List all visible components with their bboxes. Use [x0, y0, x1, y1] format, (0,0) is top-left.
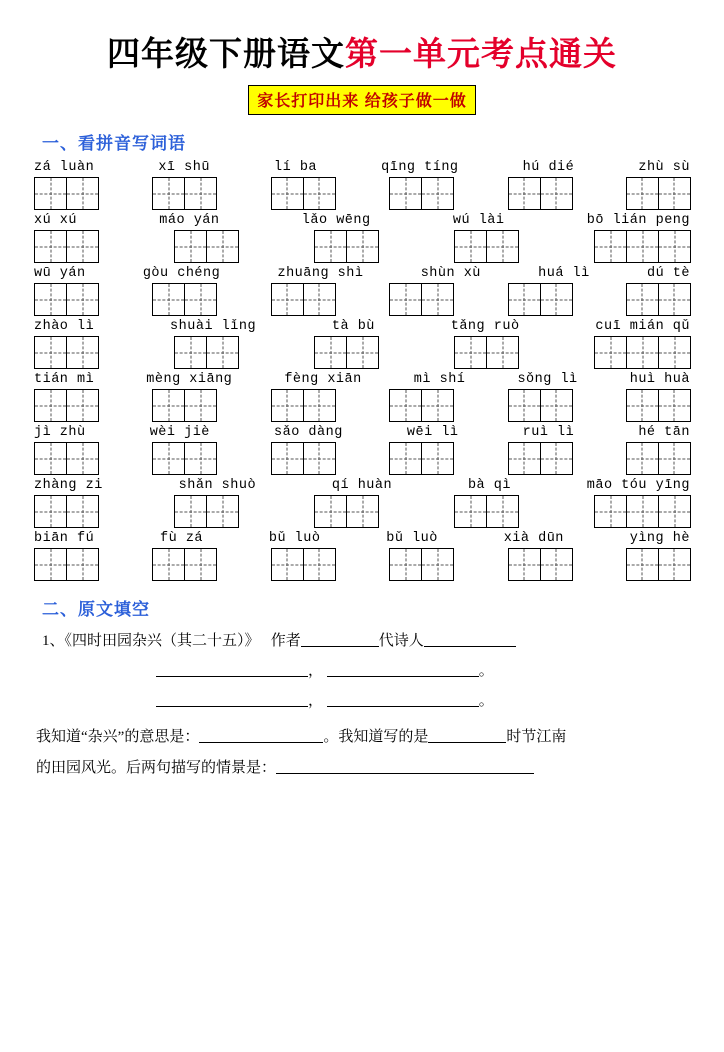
- tianzi-group[interactable]: [508, 442, 572, 475]
- tianzi-cell[interactable]: [184, 548, 217, 581]
- pinyin-label: xú xú: [34, 213, 78, 228]
- tianzi-cell[interactable]: [508, 283, 541, 316]
- worksheet-page: [0, 28, 724, 1052]
- section-heading-pinyin: 一、看拼音写词语: [42, 134, 186, 153]
- grid-row: [34, 283, 690, 316]
- poem-blank-2a[interactable]: [156, 706, 308, 707]
- grid-row: [34, 336, 690, 369]
- tianzi-cell[interactable]: [658, 442, 691, 475]
- note-text-1: 我知道“杂兴”的意思是：: [36, 729, 200, 745]
- poem-line-2: [156, 686, 688, 716]
- tianzi-group[interactable]: [152, 283, 216, 316]
- tianzi-cell[interactable]: [206, 336, 239, 369]
- tianzi-group[interactable]: [152, 177, 216, 210]
- tianzi-group[interactable]: [626, 177, 690, 210]
- tianzi-group[interactable]: [34, 495, 98, 528]
- pinyin-label: qīng tíng: [381, 160, 459, 175]
- tianzi-cell[interactable]: [34, 283, 67, 316]
- section-heading-fill-in: 二、原文填空: [42, 600, 150, 619]
- pinyin-label: huá lì: [538, 266, 590, 281]
- tianzi-cell[interactable]: [271, 177, 304, 210]
- tianzi-cell[interactable]: [658, 548, 691, 581]
- tianzi-group[interactable]: [34, 336, 98, 369]
- tianzi-cell[interactable]: [594, 495, 627, 528]
- tianzi-cell[interactable]: [626, 283, 659, 316]
- tianzi-cell[interactable]: [303, 442, 336, 475]
- tianzi-cell[interactable]: [271, 389, 304, 422]
- pinyin-label: mèng xiāng: [146, 372, 233, 387]
- tianzi-cell[interactable]: [303, 177, 336, 210]
- tianzi-group[interactable]: [389, 548, 453, 581]
- pinyin-label: dú tè: [646, 266, 690, 281]
- poem-period-1: 。: [478, 663, 494, 679]
- tianzi-cell[interactable]: [303, 548, 336, 581]
- tianzi-cell[interactable]: [540, 389, 573, 422]
- tianzi-group[interactable]: [174, 336, 238, 369]
- poem-blank-2b[interactable]: [327, 706, 479, 707]
- tianzi-cell[interactable]: [34, 230, 67, 263]
- tianzi-cell[interactable]: [389, 283, 422, 316]
- pinyin-label: tián mì: [34, 372, 95, 387]
- tianzi-group[interactable]: [34, 548, 98, 581]
- pinyin-label: gòu chéng: [142, 266, 221, 281]
- tianzi-cell[interactable]: [303, 389, 336, 422]
- tianzi-cell[interactable]: [174, 495, 207, 528]
- tianzi-cell[interactable]: [658, 283, 691, 316]
- tianzi-group[interactable]: [34, 389, 98, 422]
- tianzi-group[interactable]: [594, 336, 690, 369]
- page-title-black: 四年级下册语文: [107, 35, 345, 72]
- tianzi-cell[interactable]: [626, 336, 659, 369]
- tianzi-cell[interactable]: [346, 495, 379, 528]
- tianzi-group[interactable]: [174, 495, 238, 528]
- tianzi-cell[interactable]: [540, 283, 573, 316]
- tianzi-group[interactable]: [152, 548, 216, 581]
- tianzi-group[interactable]: [271, 389, 335, 422]
- tianzi-cell[interactable]: [508, 442, 541, 475]
- tianzi-cell[interactable]: [486, 495, 519, 528]
- tianzi-cell[interactable]: [389, 177, 422, 210]
- dynasty-blank[interactable]: [424, 646, 516, 647]
- question-title: 《四时田园杂兴（其二十五）》: [64, 633, 260, 649]
- pinyin-label: shuài lǐng: [170, 319, 257, 334]
- tianzi-group[interactable]: [454, 230, 518, 263]
- tianzi-group[interactable]: [271, 283, 335, 316]
- question-1: [42, 626, 688, 656]
- tianzi-cell[interactable]: [314, 230, 347, 263]
- page-title-red: 第一单元考点通关: [345, 35, 617, 72]
- pinyin-label: māo tóu yīng: [586, 478, 690, 493]
- tianzi-cell[interactable]: [314, 495, 347, 528]
- pinyin-label: zhàng zi: [34, 478, 103, 493]
- tianzi-cell[interactable]: [508, 548, 541, 581]
- tianzi-cell[interactable]: [594, 230, 627, 263]
- pinyin-label: hú dié: [522, 160, 575, 175]
- tianzi-cell[interactable]: [626, 230, 659, 263]
- pinyin-label: sǒng lì: [517, 372, 578, 387]
- tianzi-group[interactable]: [508, 283, 572, 316]
- tianzi-group[interactable]: [626, 283, 690, 316]
- pinyin-label: lí ba: [274, 160, 318, 175]
- subtitle-container: [26, 85, 698, 115]
- tianzi-cell[interactable]: [626, 442, 659, 475]
- pinyin-label: bà qì: [467, 478, 511, 493]
- tianzi-cell[interactable]: [66, 495, 99, 528]
- pinyin-label: wū yán: [34, 266, 86, 281]
- grid-row: [34, 442, 690, 475]
- pinyin-label-row: [34, 266, 690, 282]
- tianzi-group[interactable]: [626, 548, 690, 581]
- tianzi-cell[interactable]: [486, 230, 519, 263]
- grid-row: [34, 548, 690, 581]
- tianzi-cell[interactable]: [184, 283, 217, 316]
- pinyin-label-row: [34, 160, 690, 176]
- tianzi-cell[interactable]: [540, 442, 573, 475]
- tianzi-cell[interactable]: [34, 389, 67, 422]
- tianzi-cell[interactable]: [174, 336, 207, 369]
- tianzi-group[interactable]: [152, 389, 216, 422]
- pinyin-label: xī shū: [158, 160, 210, 175]
- tianzi-group[interactable]: [389, 389, 453, 422]
- pinyin-label: lǎo wēng: [301, 213, 371, 228]
- pinyin-label: tà bù: [331, 319, 375, 334]
- tianzi-cell[interactable]: [66, 283, 99, 316]
- tianzi-group[interactable]: [314, 495, 378, 528]
- tianzi-group[interactable]: [174, 230, 238, 263]
- tianzi-cell[interactable]: [486, 336, 519, 369]
- tianzi-cell[interactable]: [66, 230, 99, 263]
- note-text-3: 时节江南: [506, 729, 567, 745]
- pinyin-label: bō lián peng: [586, 213, 690, 228]
- tianzi-group[interactable]: [271, 548, 335, 581]
- note-blank-3[interactable]: [276, 773, 534, 774]
- tianzi-cell[interactable]: [346, 230, 379, 263]
- tianzi-group[interactable]: [508, 177, 572, 210]
- tianzi-cell[interactable]: [271, 283, 304, 316]
- grid-row: [34, 495, 690, 528]
- tianzi-cell[interactable]: [34, 548, 67, 581]
- grid-row: [34, 177, 690, 210]
- tianzi-cell[interactable]: [421, 548, 454, 581]
- tianzi-group[interactable]: [594, 495, 690, 528]
- pinyin-label: wēi lì: [406, 425, 459, 440]
- tianzi-group[interactable]: [389, 283, 453, 316]
- pinyin-label: biān fú: [34, 531, 95, 546]
- pinyin-label: tǎng ruò: [450, 319, 520, 334]
- tianzi-cell[interactable]: [184, 389, 217, 422]
- pinyin-label-row: [34, 531, 690, 547]
- tianzi-group[interactable]: [34, 230, 98, 263]
- tianzi-cell[interactable]: [271, 442, 304, 475]
- tianzi-cell[interactable]: [66, 442, 99, 475]
- pinyin-label-row: [34, 478, 690, 494]
- tianzi-cell[interactable]: [421, 177, 454, 210]
- tianzi-cell[interactable]: [174, 230, 207, 263]
- pinyin-label: wèi jiè: [149, 425, 210, 440]
- tianzi-cell[interactable]: [626, 495, 659, 528]
- poem-line-1: [156, 656, 688, 686]
- tianzi-group[interactable]: [626, 442, 690, 475]
- tianzi-group[interactable]: [594, 230, 690, 263]
- pinyin-label: shùn xù: [420, 266, 481, 281]
- tianzi-cell[interactable]: [454, 336, 487, 369]
- tianzi-cell[interactable]: [454, 230, 487, 263]
- pinyin-label: bǔ luò: [268, 531, 321, 546]
- tianzi-cell[interactable]: [421, 389, 454, 422]
- tianzi-group[interactable]: [34, 283, 98, 316]
- tianzi-cell[interactable]: [540, 548, 573, 581]
- pinyin-label-row: [34, 213, 690, 229]
- tianzi-cell[interactable]: [421, 442, 454, 475]
- tianzi-cell[interactable]: [34, 442, 67, 475]
- tianzi-cell[interactable]: [454, 495, 487, 528]
- tianzi-cell[interactable]: [206, 495, 239, 528]
- tianzi-cell[interactable]: [389, 548, 422, 581]
- note-blank-1[interactable]: [199, 742, 323, 743]
- tianzi-cell[interactable]: [346, 336, 379, 369]
- tianzi-cell[interactable]: [658, 495, 691, 528]
- tianzi-cell[interactable]: [508, 177, 541, 210]
- tianzi-cell[interactable]: [658, 230, 691, 263]
- tianzi-group[interactable]: [314, 336, 378, 369]
- pinyin-label: mì shí: [413, 372, 466, 387]
- tianzi-group[interactable]: [314, 230, 378, 263]
- tianzi-cell[interactable]: [658, 389, 691, 422]
- page-title: [26, 28, 698, 75]
- tianzi-cell[interactable]: [540, 177, 573, 210]
- tianzi-cell[interactable]: [303, 283, 336, 316]
- tianzi-cell[interactable]: [594, 336, 627, 369]
- grid-row: [34, 389, 690, 422]
- tianzi-cell[interactable]: [184, 177, 217, 210]
- tianzi-cell[interactable]: [66, 389, 99, 422]
- pinyin-label: zhào lì: [34, 319, 95, 334]
- pinyin-label: huì huà: [629, 372, 690, 387]
- tianzi-cell[interactable]: [34, 177, 67, 210]
- note-blank-2[interactable]: [428, 742, 506, 743]
- tianzi-cell[interactable]: [66, 177, 99, 210]
- pinyin-label: máo yán: [159, 213, 220, 228]
- pinyin-label: xià dūn: [503, 531, 564, 546]
- grid-row: [34, 230, 690, 263]
- pinyin-label-row: [34, 372, 690, 388]
- poem-blank-1b[interactable]: [327, 676, 479, 677]
- pinyin-label: cuī mián qǔ: [595, 319, 690, 334]
- tianzi-group[interactable]: [626, 389, 690, 422]
- note-text-2: 。我知道写的是: [323, 729, 429, 745]
- tianzi-cell[interactable]: [658, 177, 691, 210]
- poem-comma-2: ，: [308, 693, 324, 709]
- tianzi-group[interactable]: [508, 548, 572, 581]
- tianzi-group[interactable]: [454, 495, 518, 528]
- tianzi-group[interactable]: [271, 177, 335, 210]
- tianzi-cell[interactable]: [508, 389, 541, 422]
- pinyin-label: jì zhù: [34, 425, 86, 440]
- question-number: 1、: [42, 633, 65, 649]
- pinyin-label: zhuāng shì: [277, 266, 364, 281]
- tianzi-cell[interactable]: [206, 230, 239, 263]
- tianzi-cell[interactable]: [389, 389, 422, 422]
- tianzi-cell[interactable]: [658, 336, 691, 369]
- tianzi-cell[interactable]: [34, 495, 67, 528]
- author-blank[interactable]: [301, 646, 379, 647]
- fill-in-block: [36, 626, 688, 784]
- tianzi-cell[interactable]: [184, 442, 217, 475]
- tianzi-cell[interactable]: [152, 283, 185, 316]
- note-text-4: 的田园风光。后两句描写的情景是：: [36, 760, 277, 776]
- tianzi-group[interactable]: [454, 336, 518, 369]
- tianzi-group[interactable]: [34, 177, 98, 210]
- tianzi-cell[interactable]: [152, 442, 185, 475]
- tianzi-cell[interactable]: [152, 548, 185, 581]
- tianzi-cell[interactable]: [152, 389, 185, 422]
- pinyin-label: zá luàn: [34, 160, 95, 175]
- tianzi-group[interactable]: [389, 442, 453, 475]
- pinyin-label: bǔ luò: [386, 531, 438, 546]
- tianzi-cell[interactable]: [66, 336, 99, 369]
- note-paragraph: [36, 722, 688, 784]
- tianzi-group[interactable]: [389, 177, 453, 210]
- author-label: 作者: [270, 633, 301, 649]
- pinyin-label: shǎn shuò: [178, 478, 257, 493]
- dynasty-label: 代诗人: [378, 633, 424, 649]
- poem-period-2: 。: [478, 693, 494, 709]
- pinyin-label-row: [34, 319, 690, 335]
- pinyin-label: qí huàn: [331, 478, 393, 493]
- tianzi-cell[interactable]: [626, 389, 659, 422]
- tianzi-cell[interactable]: [271, 548, 304, 581]
- pinyin-writing-block: [34, 160, 690, 581]
- tianzi-cell[interactable]: [66, 548, 99, 581]
- tianzi-cell[interactable]: [34, 336, 67, 369]
- tianzi-group[interactable]: [508, 389, 572, 422]
- tianzi-group[interactable]: [271, 442, 335, 475]
- poem-blank-1a[interactable]: [156, 676, 308, 677]
- tianzi-cell[interactable]: [626, 548, 659, 581]
- pinyin-label: sǎo dàng: [274, 425, 343, 440]
- pinyin-label: hé tān: [638, 425, 690, 440]
- tianzi-cell[interactable]: [152, 177, 185, 210]
- tianzi-cell[interactable]: [389, 442, 422, 475]
- tianzi-group[interactable]: [34, 442, 98, 475]
- tianzi-group[interactable]: [152, 442, 216, 475]
- pinyin-label: zhù sù: [638, 160, 690, 175]
- pinyin-label: ruì lì: [522, 425, 575, 440]
- pinyin-label-row: [34, 425, 690, 441]
- pinyin-label: yìng hè: [629, 531, 690, 546]
- tianzi-cell[interactable]: [626, 177, 659, 210]
- pinyin-label: fù zá: [160, 531, 204, 546]
- pinyin-label: wú lài: [452, 213, 505, 228]
- subtitle-banner: 家长打印出来 给孩子做一做: [248, 85, 475, 115]
- tianzi-cell[interactable]: [421, 283, 454, 316]
- poem-comma-1: ，: [308, 663, 324, 679]
- tianzi-cell[interactable]: [314, 336, 347, 369]
- pinyin-label: fèng xiān: [284, 372, 362, 387]
